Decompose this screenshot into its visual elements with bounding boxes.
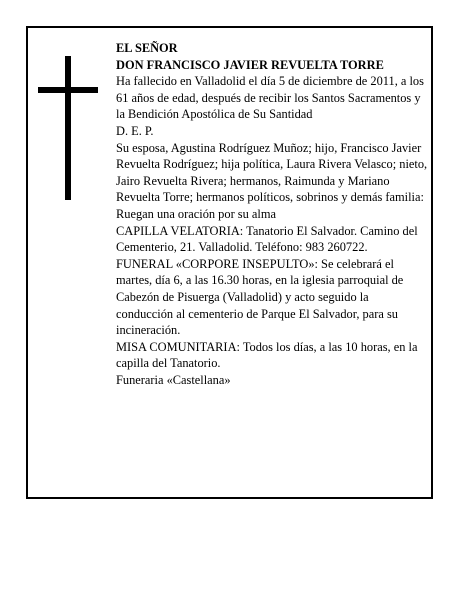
cross-horizontal-bar [38, 87, 98, 93]
family-list: Su esposa, Agustina Rodríguez Muñoz; hijo, Francisco Javier Revuelta Rodríguez; hija política, Laura Rivera Velasco; nieto, Jairo Revuelta Rivera; hermanos, Raimunda y Mariano Revuelta Torre; hermanos políticos, sobrinos y demás familia: [116, 140, 428, 205]
obituary-notice [26, 26, 433, 499]
death-announcement: Ha fallecido en Valladolid el día 5 de diciembre de 2011, a los 61 años de edad, después de recibir los Santos Sacramentos y la Bendición Apostólica de Su Santidad [116, 74, 424, 122]
wake-chapel-info: CAPILLA VELATORIA: Tanatorio El Salvador. Camino del Cementerio, 21. Valladolid. Teléfono: 983 260722. [116, 223, 418, 255]
rest-in-peace: D. E. P. [116, 123, 154, 138]
funeral-home: Funeraria «Castellana» [116, 372, 231, 387]
community-mass-info: MISA COMUNITARIA: Todos los días, a las 10 horas, en la capilla del Tanatorio. [116, 339, 418, 371]
prayer-request: Ruegan una oración por su alma [116, 206, 276, 221]
notice-title: EL SEÑOR [116, 41, 178, 55]
cross-icon [38, 56, 98, 200]
deceased-name: DON FRANCISCO JAVIER REVUELTA TORRE [116, 57, 384, 72]
notice-text [116, 40, 428, 388]
cross-vertical-bar [65, 56, 71, 200]
funeral-info: FUNERAL «CORPORE INSEPULTO»: Se celebrará el martes, día 6, a las 16.30 horas, en la iglesia parroquial de Cabezón de Pisuerga (Valladolid) y acto seguido la conducción al cementerio de Parque El Salvador, para su incineración. [116, 256, 404, 338]
